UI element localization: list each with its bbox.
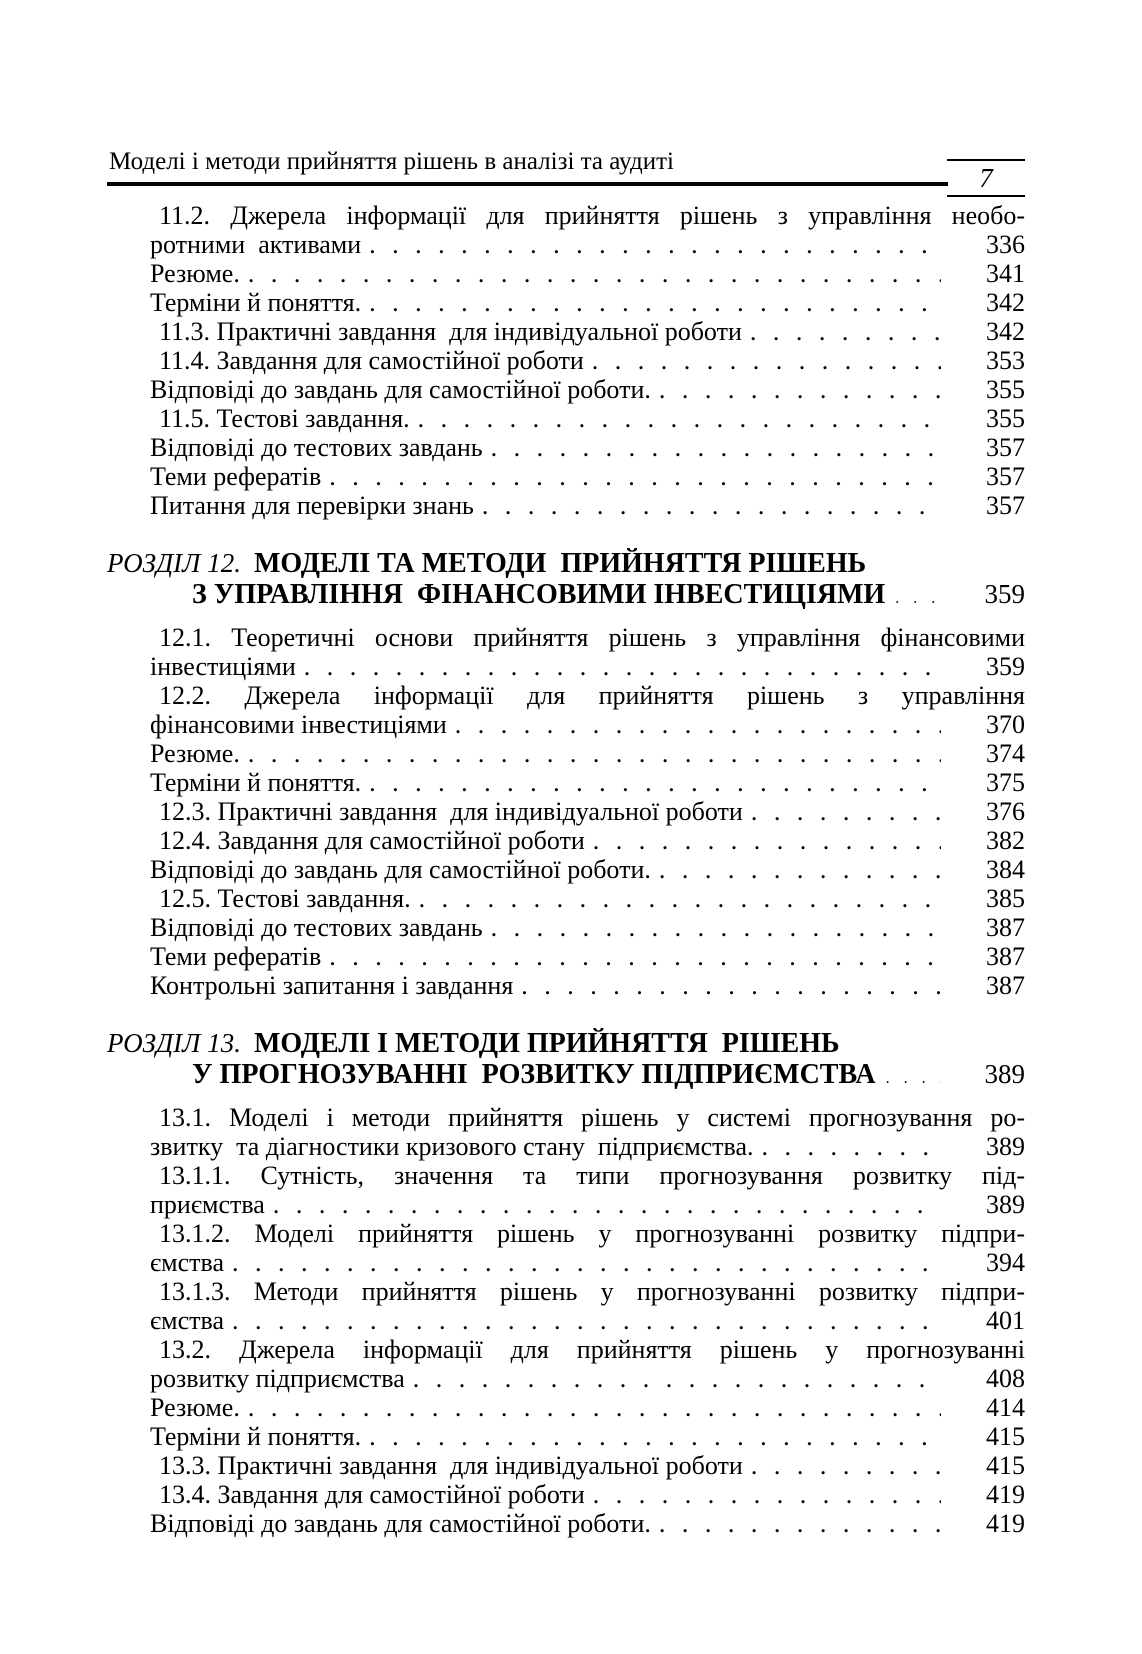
chapter-heading-line bbox=[107, 548, 1025, 579]
page-ref: 387 bbox=[986, 913, 1025, 942]
toc-entry bbox=[150, 317, 1025, 346]
toc-entry bbox=[150, 404, 1025, 433]
dot-leader bbox=[369, 230, 941, 259]
dot-leader bbox=[659, 855, 941, 884]
page-ref: 357 bbox=[986, 462, 1025, 491]
toc-entry-text: 11.3. Практичні завдання для індивідуальної роботи bbox=[159, 317, 742, 346]
chapter-page-ref: 389 bbox=[984, 1059, 1025, 1089]
dot-leader bbox=[248, 739, 941, 768]
toc-entry-line bbox=[150, 1509, 1025, 1538]
dot-leader bbox=[329, 462, 941, 491]
toc-entry bbox=[150, 884, 1025, 913]
page-ref: 342 bbox=[986, 288, 1025, 317]
page-ref: 385 bbox=[986, 884, 1025, 913]
toc-entry-text: звитку та діагностики кризового стану підприємства. bbox=[150, 1132, 754, 1161]
dot-leader bbox=[751, 1451, 941, 1480]
toc-entry-text: 13.1.3. Методи прийняття рішень у прогнозуванні розвитку підпри- bbox=[159, 1277, 1025, 1306]
toc-entry-line bbox=[150, 1480, 1025, 1509]
toc-entry-text: 12.1. Теоретичні основи прийняття рішень з управління фінансовими bbox=[159, 623, 1025, 652]
toc-entry-text: 13.1.2. Моделі прийняття рішень у прогнозуванні розвитку підпри- bbox=[159, 1219, 1025, 1248]
dot-leader bbox=[593, 1480, 941, 1509]
toc-entry-line bbox=[150, 681, 1025, 710]
toc-entry-line bbox=[150, 230, 1025, 259]
chapter-heading bbox=[107, 548, 1025, 610]
dot-leader bbox=[248, 259, 941, 288]
running-header bbox=[107, 141, 1025, 201]
dot-leader bbox=[419, 884, 941, 913]
toc-entry-line bbox=[150, 1219, 1025, 1248]
toc-entry-line bbox=[150, 1248, 1025, 1277]
toc-entry-text: Резюме. bbox=[150, 259, 240, 288]
toc-entry bbox=[150, 1480, 1025, 1509]
toc-entry-text: 13.2. Джерела інформації для прийняття рішень у прогнозуванні bbox=[159, 1335, 1025, 1364]
toc-entry-text: 11.2. Джерела інформації для прийняття рішень з управління необо- bbox=[159, 201, 1025, 230]
page-number-box bbox=[947, 159, 1025, 197]
toc-entry bbox=[150, 1335, 1025, 1393]
toc-entry-line bbox=[150, 855, 1025, 884]
page-ref: 376 bbox=[986, 797, 1025, 826]
dot-leader bbox=[329, 942, 941, 971]
toc-entry-text: ротними активами bbox=[150, 230, 362, 259]
toc-entry-text: Теми рефератів bbox=[150, 462, 322, 491]
toc-entry bbox=[150, 942, 1025, 971]
dot-leader bbox=[369, 288, 941, 317]
toc-entry-text: 13.4. Завдання для самостійної роботи bbox=[159, 1480, 585, 1509]
toc-entry bbox=[150, 346, 1025, 375]
toc-entry bbox=[150, 1393, 1025, 1422]
table-of-contents bbox=[107, 201, 1025, 1538]
page-ref: 387 bbox=[986, 942, 1025, 971]
toc-entry-text: Відповіді до завдань для самостійної роботи. bbox=[150, 375, 651, 404]
dot-leader bbox=[751, 797, 941, 826]
toc-entry-text: фінансовими інвестиціями bbox=[150, 710, 447, 739]
toc-entry bbox=[150, 201, 1025, 259]
toc-entry bbox=[150, 288, 1025, 317]
toc-entry-text: 11.4. Завдання для самостійної роботи bbox=[159, 346, 584, 375]
page-content bbox=[107, 141, 1025, 1538]
toc-entry bbox=[150, 681, 1025, 739]
page-ref: 401 bbox=[986, 1306, 1025, 1335]
running-header-title: Моделі і методи прийняття рішень в аналізі та аудиті bbox=[109, 148, 674, 175]
toc-entry-group bbox=[150, 201, 1025, 520]
toc-entry-line bbox=[150, 739, 1025, 768]
page-ref: 415 bbox=[986, 1451, 1025, 1480]
page-ref: 370 bbox=[986, 710, 1025, 739]
toc-entry-line bbox=[150, 623, 1025, 652]
page-ref: 357 bbox=[986, 433, 1025, 462]
page-ref: 353 bbox=[986, 346, 1025, 375]
dot-leader bbox=[369, 1422, 941, 1451]
dot-leader bbox=[659, 1509, 941, 1538]
toc-entry-text: 11.5. Тестові завдання. bbox=[159, 404, 410, 433]
toc-entry-line bbox=[150, 1422, 1025, 1451]
toc-entry-text: Теми рефератів bbox=[150, 942, 322, 971]
toc-entry-line bbox=[150, 1364, 1025, 1393]
page-ref: 341 bbox=[986, 259, 1025, 288]
toc-entry-line bbox=[150, 288, 1025, 317]
toc-entry-line bbox=[150, 433, 1025, 462]
toc-entry-line bbox=[150, 1190, 1025, 1219]
page-ref: 374 bbox=[986, 739, 1025, 768]
toc-entry bbox=[150, 1422, 1025, 1451]
dot-leader bbox=[232, 1248, 941, 1277]
dot-leader bbox=[593, 826, 941, 855]
toc-entry-line bbox=[150, 652, 1025, 681]
chapter-heading-line bbox=[107, 1059, 1025, 1090]
toc-entry-line bbox=[150, 942, 1025, 971]
dot-leader bbox=[482, 491, 941, 520]
page-ref: 375 bbox=[986, 768, 1025, 797]
toc-entry-line bbox=[150, 1451, 1025, 1480]
toc-entry-line bbox=[150, 1103, 1025, 1132]
toc-entry-line bbox=[150, 1306, 1025, 1335]
chapter-page-ref: 359 bbox=[984, 579, 1025, 609]
dot-leader bbox=[369, 768, 941, 797]
dot-leader bbox=[491, 913, 941, 942]
page-ref: 394 bbox=[986, 1248, 1025, 1277]
page-ref: 419 bbox=[986, 1509, 1025, 1538]
page-ref: 389 bbox=[986, 1132, 1025, 1161]
dot-leader bbox=[418, 404, 941, 433]
chapter-label: РОЗДІЛ 12. bbox=[107, 548, 241, 578]
toc-entry-text: Терміни й поняття. bbox=[150, 288, 362, 317]
toc-entry bbox=[150, 623, 1025, 681]
toc-entry-line bbox=[150, 404, 1025, 433]
page-ref: 357 bbox=[986, 491, 1025, 520]
toc-entry-text: інвестиціями bbox=[150, 652, 296, 681]
page-ref: 419 bbox=[986, 1480, 1025, 1509]
page-ref: 389 bbox=[986, 1190, 1025, 1219]
toc-entry-group bbox=[150, 1103, 1025, 1538]
page-number: 7 bbox=[979, 162, 993, 193]
chapter-label: РОЗДІЛ 13. bbox=[107, 1028, 241, 1058]
chapter-title-line: МОДЕЛІ ТА МЕТОДИ ПРИЙНЯТТЯ РІШЕНЬ bbox=[253, 548, 867, 579]
toc-entry-text: Відповіді до тестових завдань bbox=[150, 433, 483, 462]
toc-entry-text: Резюме. bbox=[150, 739, 240, 768]
toc-entry bbox=[150, 855, 1025, 884]
toc-entry-line bbox=[150, 768, 1025, 797]
chapter-heading-line bbox=[107, 1028, 1025, 1059]
toc-entry-line bbox=[150, 797, 1025, 826]
chapter-heading-line bbox=[107, 579, 1025, 610]
toc-entry bbox=[150, 826, 1025, 855]
toc-entry-text: Терміни й поняття. bbox=[150, 768, 362, 797]
toc-entry-text: Терміни й поняття. bbox=[150, 1422, 362, 1451]
toc-entry-text: ємства bbox=[150, 1248, 224, 1277]
toc-entry bbox=[150, 1161, 1025, 1219]
toc-entry bbox=[150, 797, 1025, 826]
toc-entry-line bbox=[150, 826, 1025, 855]
toc-entry bbox=[150, 1509, 1025, 1538]
toc-entry-text: 13.1.1. Сутність, значення та типи прогнозування розвитку під- bbox=[159, 1161, 1025, 1190]
dot-leader bbox=[659, 375, 941, 404]
toc-entry bbox=[150, 375, 1025, 404]
page-ref: 342 bbox=[986, 317, 1025, 346]
toc-entry-line bbox=[150, 1132, 1025, 1161]
dot-leader bbox=[304, 652, 941, 681]
toc-entry-text: Відповіді до завдань для самостійної роботи. bbox=[150, 1509, 651, 1538]
page-ref: 359 bbox=[986, 652, 1025, 681]
toc-entry-text: 12.3. Практичні завдання для індивідуальної роботи bbox=[159, 797, 743, 826]
dot-leader bbox=[413, 1364, 941, 1393]
toc-entry-text: Питання для перевірки знань bbox=[150, 491, 474, 520]
toc-entry-text: 12.4. Завдання для самостійної роботи bbox=[159, 826, 585, 855]
dot-leader bbox=[248, 1393, 941, 1422]
page-ref: 355 bbox=[986, 404, 1025, 433]
toc-entry bbox=[150, 1277, 1025, 1335]
toc-entry-line bbox=[150, 346, 1025, 375]
dot-leader bbox=[273, 1190, 941, 1219]
toc-entry-text: 12.2. Джерела інформації для прийняття рішень з управління bbox=[159, 681, 1025, 710]
page-ref: 414 bbox=[986, 1393, 1025, 1422]
toc-entry-text: Відповіді до завдань для самостійної роботи. bbox=[150, 855, 651, 884]
toc-entry bbox=[150, 433, 1025, 462]
toc-entry-line bbox=[150, 1335, 1025, 1364]
toc-entry-line bbox=[150, 971, 1025, 1000]
dot-leader bbox=[521, 971, 941, 1000]
toc-entry-line bbox=[150, 884, 1025, 913]
toc-entry-text: розвитку підприємства bbox=[150, 1364, 405, 1393]
toc-entry-line bbox=[150, 1277, 1025, 1306]
toc-entry-group bbox=[150, 623, 1025, 1000]
toc-entry-line bbox=[150, 317, 1025, 346]
toc-entry-line bbox=[150, 259, 1025, 288]
page-ref: 408 bbox=[986, 1364, 1025, 1393]
toc-entry-text: 13.3. Практичні завдання для індивідуальної роботи bbox=[159, 1451, 743, 1480]
page-ref: 384 bbox=[986, 855, 1025, 884]
toc-entry-line bbox=[150, 462, 1025, 491]
chapter-title-line: МОДЕЛІ І МЕТОДИ ПРИЙНЯТТЯ РІШЕНЬ bbox=[253, 1028, 840, 1059]
toc-entry-text: 12.5. Тестові завдання. bbox=[159, 884, 411, 913]
toc-entry bbox=[150, 768, 1025, 797]
toc-entry bbox=[150, 1103, 1025, 1161]
toc-entry-line bbox=[150, 375, 1025, 404]
toc-entry-text: Контрольні запитання і завдання bbox=[150, 971, 514, 1000]
header-rule bbox=[107, 182, 948, 186]
page-ref: 415 bbox=[986, 1422, 1025, 1451]
page-ref: 336 bbox=[986, 230, 1025, 259]
toc-entry bbox=[150, 1451, 1025, 1480]
toc-entry-text: Резюме. bbox=[150, 1393, 240, 1422]
dot-leader bbox=[750, 317, 941, 346]
toc-entry-text: приємства bbox=[150, 1190, 265, 1219]
toc-entry bbox=[150, 913, 1025, 942]
toc-entry-text: Відповіді до тестових завдань bbox=[150, 913, 483, 942]
toc-entry-line bbox=[150, 913, 1025, 942]
toc-entry-line bbox=[150, 201, 1025, 230]
toc-entry bbox=[150, 259, 1025, 288]
chapter-heading bbox=[107, 1028, 1025, 1090]
dot-leader bbox=[886, 1063, 941, 1090]
toc-entry bbox=[150, 491, 1025, 520]
toc-entry-line bbox=[150, 1161, 1025, 1190]
dot-leader bbox=[455, 710, 941, 739]
toc-entry-text: 13.1. Моделі і методи прийняття рішень у системі прогнозування ро- bbox=[159, 1103, 1025, 1132]
dot-leader bbox=[762, 1132, 941, 1161]
toc-entry bbox=[150, 971, 1025, 1000]
toc-entry-text: ємства bbox=[150, 1306, 224, 1335]
dot-leader bbox=[895, 583, 941, 610]
dot-leader bbox=[592, 346, 941, 375]
toc-entry bbox=[150, 1219, 1025, 1277]
toc-entry-line bbox=[150, 491, 1025, 520]
page-ref: 355 bbox=[986, 375, 1025, 404]
chapter-title-line: У ПРОГНОЗУВАННІ РОЗВИТКУ ПІДПРИЄМСТВА bbox=[192, 1059, 876, 1090]
dot-leader bbox=[491, 433, 941, 462]
chapter-title-line: З УПРАВЛІННЯ ФІНАНСОВИМИ ІНВЕСТИЦІЯМИ bbox=[192, 579, 886, 610]
toc-entry-line bbox=[150, 710, 1025, 739]
page-ref: 387 bbox=[986, 971, 1025, 1000]
toc-entry bbox=[150, 739, 1025, 768]
page-ref: 382 bbox=[986, 826, 1025, 855]
toc-entry-line bbox=[150, 1393, 1025, 1422]
toc-entry bbox=[150, 462, 1025, 491]
dot-leader bbox=[232, 1306, 941, 1335]
